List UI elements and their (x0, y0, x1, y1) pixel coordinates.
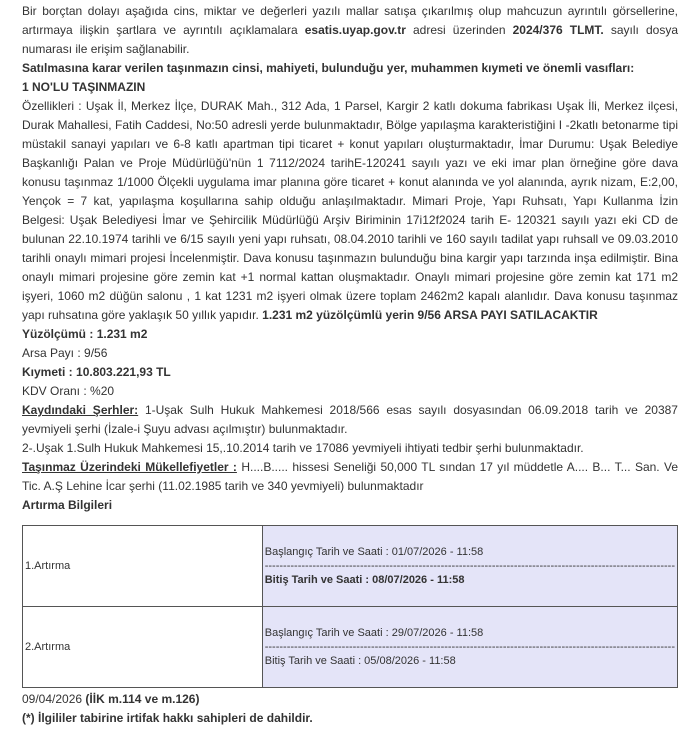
property-features: Özellikleri : Uşak İl, Merkez İlçe, DURAK Mah., 312 Ada, 1 Parsel, Kargir 2 katlı dokuma fabrikası Uşak İli, Merkez ilçesi, Durak Mahallesi, Fatih Caddesi, No:50 adresli yerde bulunmaktadır, Bölge yapılaşma karakteristiğini I -2katlı betonarme tipi müstakil sanayi yapıları ve 6-8 katlı apartman tipi ticaret + konut yapıları oluşturmaktadır, İmar Durumu: Uşak Belediye Başkanlığı Palan ve Proje Müdürlüğü'nün 1 7112/2024 tarihE-120241 sayılı yazı ve eki imar plan örneğine göre dava konusu taşınmaz 1/1000 Ölçekli uygulama imar planına göre ticaret + konut alanında ve yol alanında, ayrık nizam, E:2,00, Yençok = 7 kat, yapılaşma koşullarına sahip olduğu anlaşılmaktadır. Mimari Proje, Yapı Ruhsatı, Yapı Kullanma İzin Belgesi: Uşak Belediyesi İmar ve Şehircilik Müdürlüğü Arşiv Biriminin 17i12f2024 tarih E- 120321 sayılı yazı eki CD de bulunan 22.10.1974 tarihli ve 6/15 sayılı yeni yapı ruhsatı, 08.04.2010 tarihli ve 160 sayılı tadilat yapı ruhsall ve 09.03.2010 tarihli onaylı mimari projesi İncelenmiştir. Dava konusu taşınmazın bulunduğu bina kargir yapı tarzında inşa edilmiştir. Bina onaylı mimari projesine göre zemin kat +1 normal kattan oluşmaktadır. Onaylı mimari projesine göre zemin kat 171 m2 işyeri, 1060 m2 düğün salonu , 1 kat 1231 m2 işyeri olmak üzere toplam 2462m2 kapalı alanlıdır. Dava konusu taşınmaz yapı ruhsatına göre yaklaşık 50 yıllık yapıdır. 1.231 m2 yüzölçümlü yerin 9/56 ARSA PAYI SATILACAKTIR (22, 99, 678, 322)
intro-paragraph: Bir borçtan dolayı aşağıda cins, miktar ve değerleri yazılı mallar satışa çıkarılmış olup mahcuzun ayrıntılı görsellerine, artırmaya ilişkin şartlara ve ayrıntılı açıklamalara esatis.uyap.gov.tr adresi üzerinden 2024/376 TLMT. sayılı dosya numarası ile erişim sağlanabilir. (22, 4, 679, 56)
auction-dates (262, 607, 677, 688)
table-row (23, 526, 678, 607)
notice-date-line: 09/04/2026 (İİK m.114 ve m.126) (22, 692, 200, 706)
table-row (23, 607, 678, 688)
divider: ---------------------------------------------------------------------------------------------------------------- (264, 560, 675, 572)
auction-label: 2.Artırma (23, 607, 263, 688)
auction-table (22, 525, 678, 688)
obligations-label: Taşınmaz Üzerindeki Mükellefiyetler : (22, 460, 237, 474)
vat-line: KDV Oranı : %20 (22, 384, 115, 398)
share-note: 1.231 m2 yüzölçümlü yerin 9/56 ARSA PAYI SATILACAKTIR (262, 308, 598, 322)
start-date: Başlangıç Tarih ve Saati : 01/07/2026 - 11:58 (264, 546, 484, 558)
auction-info-heading: Artırma Bilgileri (22, 498, 113, 512)
file-number: 2024/376 TLMT. (512, 23, 604, 37)
divider: ---------------------------------------------------------------------------------------------------------------- (264, 641, 675, 653)
annotations-second: 2-.Uşak 1.Sulh Hukuk Mahkemesi 15,.10.2014 tarih ve 17086 yevmiyeli ihtiyati tedbir şerhi bulunmaktadır. (22, 441, 584, 455)
site-link[interactable]: esatis.uyap.gov.tr (304, 23, 406, 37)
value-line: Kıymeti : 10.803.221,93 TL (22, 365, 171, 379)
end-date: Bitiş Tarih ve Saati : 05/08/2026 - 11:58 (264, 655, 456, 667)
auction-dates (262, 526, 677, 607)
property-title: 1 NO'LU TAŞINMAZIN (22, 80, 146, 94)
section-heading: Satılmasına karar verilen taşınmazın cinsi, mahiyeti, bulunduğu yer, muhammen kıymeti ve önemli vasıfları: (22, 61, 635, 75)
obligations-paragraph: Taşınmaz Üzerindeki Mükellefiyetler : H....B..... hissesi Seneliği 50,000 TL sından 17 yıl müddetle A.... B... T... San. Ve Tic. A.Ş Lehine İcar şerhi (11.02.1985 tarih ve 340 yevmiyeli) bulunmaktadır (22, 460, 678, 493)
start-date: Başlangıç Tarih ve Saati : 29/07/2026 - 11:58 (264, 627, 484, 639)
annotations-paragraph: Kaydındaki Şerhler: 1-Uşak Sulh Hukuk Mahkemesi 2018/566 esas sayılı dosyasından 06.09.2018 tarih ve 20387 yevmiyeli şerhi (İzale-i Şuyu advası açılmıştır) bulunmaktadır. (22, 403, 678, 436)
land-share-line: Arsa Payı : 9/56 (22, 346, 108, 360)
end-date: Bitiş Tarih ve Saati : 08/07/2026 - 11:58 (264, 574, 465, 586)
auction-label: 1.Artırma (23, 526, 263, 607)
footnote: (*) İlgililer tabirine irtifak hakkı sahipleri de dahildir. (22, 711, 313, 725)
area-line: Yüzölçümü : 1.231 m2 (22, 327, 148, 341)
annotations-label: Kaydındaki Şerhler: (22, 403, 139, 417)
